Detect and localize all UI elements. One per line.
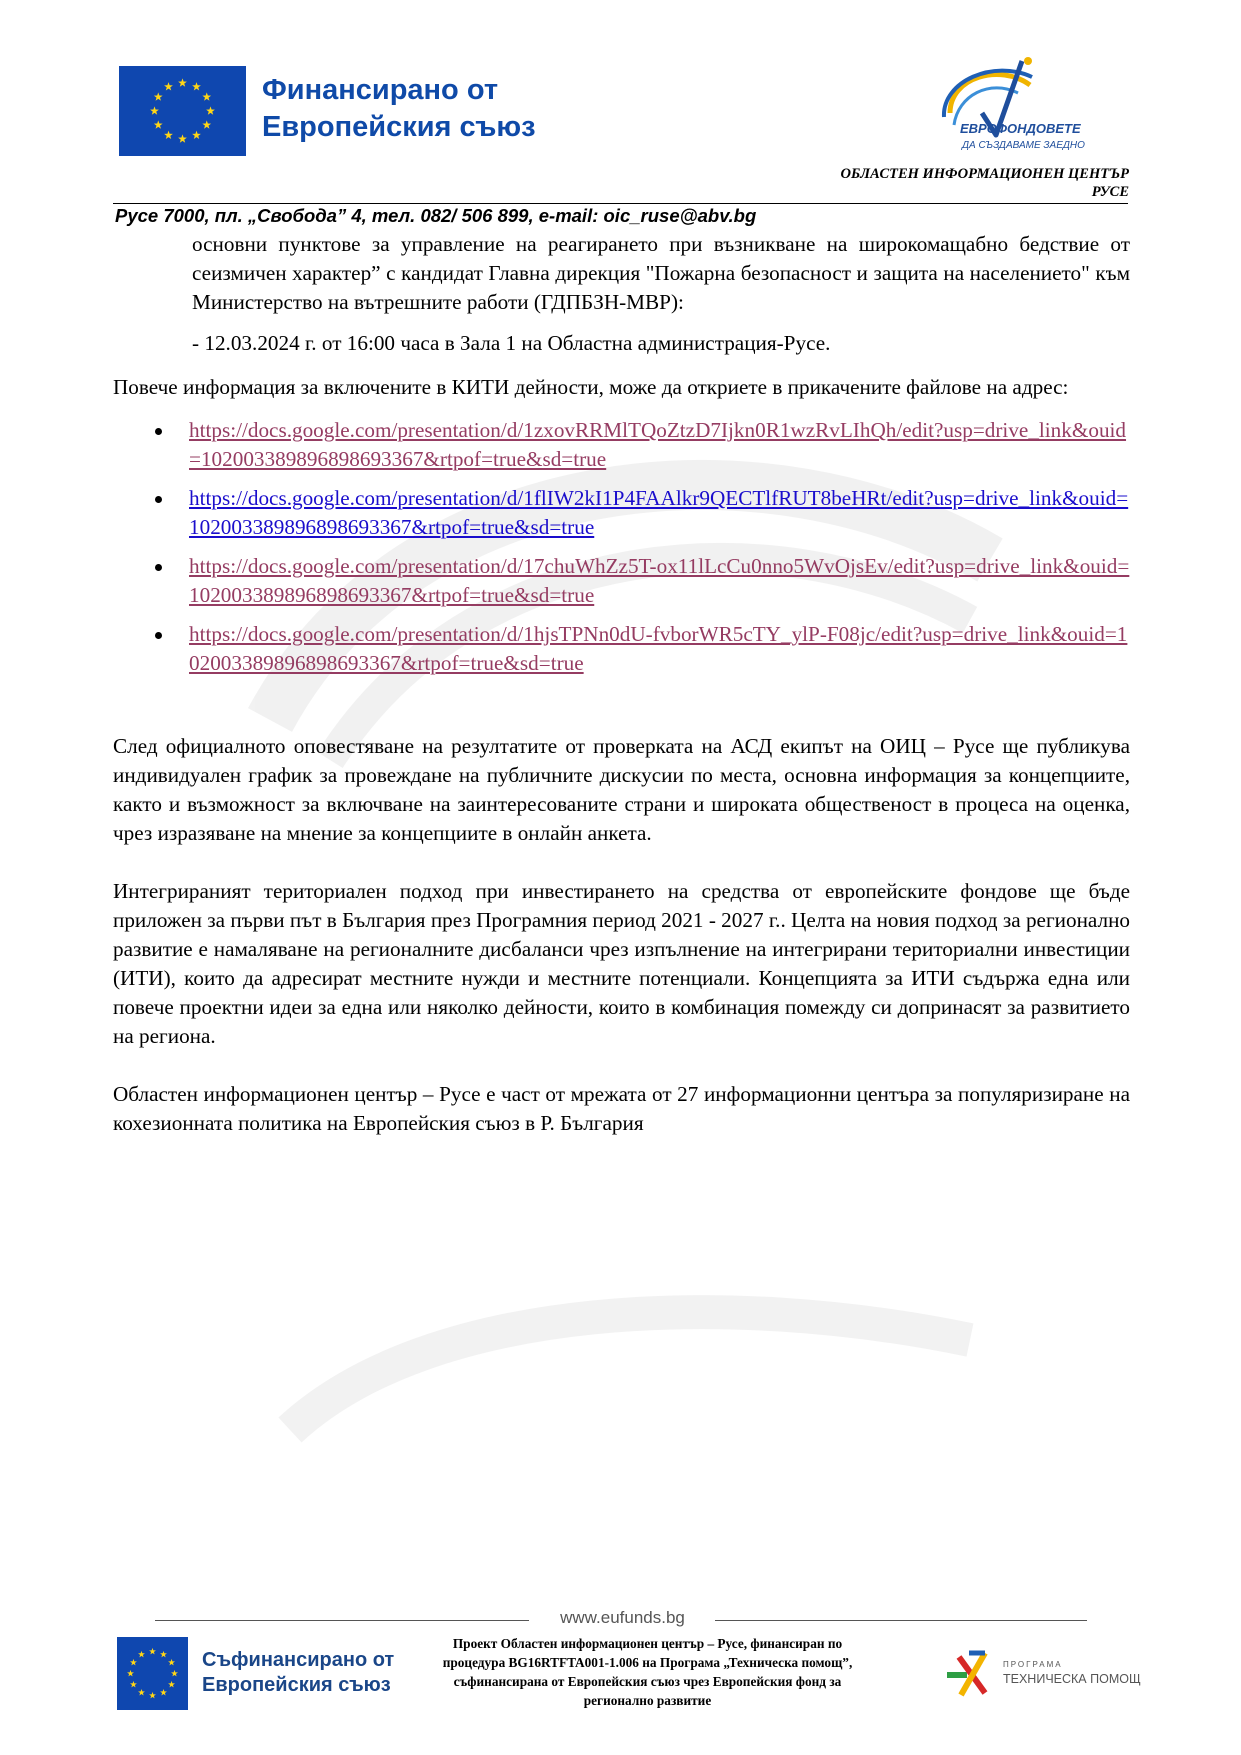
eu-funded-label xyxy=(262,72,536,146)
watermark-graphic-lower xyxy=(210,1280,1040,1440)
project-line: процедура BG16RTFTA001-1.006 на Програма „Техническа помощ”, xyxy=(442,1655,853,1670)
star-icon xyxy=(168,1659,175,1666)
project-line: съфинансирана от Европейския съюз чрез Европейския фонд за xyxy=(453,1674,842,1689)
attachment-link-list xyxy=(113,416,1130,678)
project-line: регионално развитие xyxy=(583,1693,712,1708)
star-icon xyxy=(130,1659,137,1666)
attachment-link-4[interactable]: https://docs.google.com/presentation/d/1hjsTPNn0dU-fvborWR5cTY_ylP-F08jc/edit?usp=drive_link&ouid=102003389896898693367&rtpof=true&sd=true xyxy=(189,622,1128,675)
star-icon xyxy=(202,92,211,100)
center-title xyxy=(841,165,1130,201)
announcement-paragraph: След официалното оповестяване на резултатите от проверката на АСД екипът на ОИЦ – Русе ще публикува индивидуален график за провеждане на публичните дискусии по места, основна информация за концепциите, както и възможност за включване на заинтересованите страни и широката общественост в процеса на оценка, чрез изразяване на мнение за концепциите в онлайн анкета. xyxy=(113,734,1130,845)
eu-stars-icon-small xyxy=(117,1637,188,1710)
tp-logo-main-text: ТЕХНИЧЕСКА ПОМОЩ xyxy=(1003,1672,1141,1686)
star-icon xyxy=(171,1670,178,1677)
star-icon xyxy=(149,1648,156,1655)
bullet-icon xyxy=(155,428,162,435)
cofunded-line2: Европейския съюз xyxy=(202,1674,391,1696)
bullet-icon xyxy=(155,564,162,571)
star-icon xyxy=(206,106,215,114)
star-icon xyxy=(178,78,187,86)
cofunded-label xyxy=(202,1648,394,1698)
star-icon xyxy=(138,1651,145,1658)
eu-stars-icon xyxy=(119,66,246,156)
list-item xyxy=(113,484,1130,542)
intro-continuation: основни пунктове за управление на реагирането при възникване на широкомащабно бедствие от сеизмичен характер” с кандидат Главна дирекция "Пожарна безопасност и защита на населението" към Министерство на вътрешните работи (ГДПБЗН-МВР): xyxy=(192,232,1130,314)
star-icon xyxy=(149,1692,156,1699)
eu-funded-line1: Финансирано от xyxy=(262,74,499,106)
project-info xyxy=(385,1634,910,1710)
star-icon xyxy=(164,131,173,139)
star-icon xyxy=(150,106,159,114)
eurofunds-logo xyxy=(920,55,1100,160)
star-icon xyxy=(178,134,187,142)
footer-eu-flag xyxy=(117,1637,188,1710)
star-icon xyxy=(168,1681,175,1688)
eurofunds-logo-tagline: ДА СЪЗДАВАМЕ ЗАЕДНО xyxy=(962,140,1085,151)
list-item xyxy=(113,552,1130,610)
eu-flag-logo xyxy=(119,66,246,156)
star-icon xyxy=(160,1689,167,1696)
technical-assistance-logo xyxy=(945,1645,1141,1701)
eu-funded-line2: Европейския съюз xyxy=(262,111,536,143)
address-line: Русе 7000, пл. „Свобода” 4, тел. 082/ 506 899, e-mail: oic_ruse@abv.bg xyxy=(115,205,757,226)
star-icon xyxy=(130,1681,137,1688)
star-icon xyxy=(154,120,163,128)
header-divider xyxy=(113,203,1128,204)
tp-logo-small-text: ПРОГРАМА xyxy=(1003,1660,1063,1669)
bullet-icon xyxy=(155,632,162,639)
document-body xyxy=(113,230,1130,1138)
center-city-line: РУСЕ xyxy=(1091,184,1129,200)
star-icon xyxy=(192,82,201,90)
discussion-date: - 12.03.2024 г. от 16:00 часа в Зала 1 на Областна администрация-Русе. xyxy=(192,331,831,355)
center-title-line: ОБЛАСТЕН ИНФОРМАЦИОНЕН ЦЕНТЪР xyxy=(840,166,1129,182)
bullet-icon xyxy=(155,496,162,503)
attachment-link-2[interactable]: https://docs.google.com/presentation/d/1flIW2kI1P4FAAlkr9QECTlfRUT8beHRt/edit?usp=drive_link&ouid=102003389896898693367&rtpof=true&sd=true xyxy=(189,486,1129,539)
footer-url[interactable]: www.eufunds.bg xyxy=(560,1608,685,1627)
star-icon xyxy=(154,92,163,100)
project-line: Проект Областен информационен център – Русе, финансиран по xyxy=(452,1636,843,1651)
star-icon xyxy=(160,1651,167,1658)
footer-divider-left xyxy=(155,1620,529,1621)
cofunded-line1: Съфинансирано от xyxy=(202,1649,395,1671)
eurofunds-logo-text: ЕВРОФОНДОВЕТЕ xyxy=(960,121,1081,136)
oic-network-paragraph: Областен информационен център – Русе е част от мрежата от 27 информационни центъра за популяризиране на кохезионната политика на Европейския съюз в Р. България xyxy=(113,1082,1130,1135)
footer-divider-right xyxy=(715,1620,1087,1621)
star-icon xyxy=(138,1689,145,1696)
list-item xyxy=(113,620,1130,678)
iti-paragraph: Интегрираният териториален подход при инвестирането на средства от европейските фондове ще бъде приложен за първи път в България през Програмния период 2021 - 2027 г.. Целта на новия подход за регионално развитие е намаляване на регионалните дисбаланси чрез изпълнение на интегрирани териториални инвестиции (ИТИ), които да адресират местните нужди и местните потенциали. Концепцията за ИТИ съдържа една или повече проектни идеи за една или няколко дейности, които в комбинация помежду си допринасят за развитието на региона. xyxy=(113,879,1130,1048)
star-icon xyxy=(164,82,173,90)
attachment-link-1[interactable]: https://docs.google.com/presentation/d/1zxovRRMlTQoZtzD7Ijkn0R1wzRvLIhQh/edit?usp=drive_link&ouid=102003389896898693367&rtpof=true&sd=true xyxy=(189,418,1127,471)
attachment-link-3[interactable]: https://docs.google.com/presentation/d/17chuWhZz5T-ox11lLcCu0nno5WvOjsEv/edit?usp=drive_link&ouid=102003389896898693367&rtpof=true&sd=true xyxy=(189,554,1130,607)
star-icon xyxy=(202,120,211,128)
list-item xyxy=(113,416,1130,474)
more-info-paragraph: Повече информация за включените в КИТИ дейности, може да откриете в прикачените файлове на адрес: xyxy=(113,375,1069,399)
star-icon xyxy=(127,1670,134,1677)
star-icon xyxy=(192,131,201,139)
